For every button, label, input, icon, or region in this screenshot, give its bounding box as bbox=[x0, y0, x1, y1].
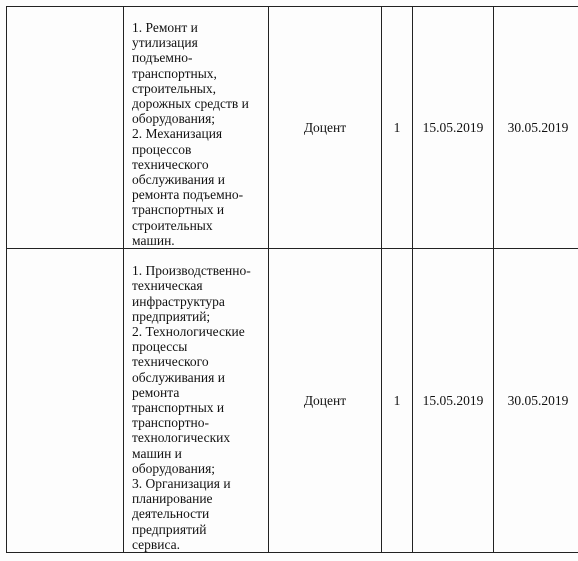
topic-line: оборудования; bbox=[132, 111, 216, 127]
topic-line: предприятий; bbox=[132, 308, 211, 324]
end-date-cell: 30.05.2019 bbox=[494, 7, 578, 249]
start-date-cell: 15.05.2019 bbox=[413, 7, 494, 249]
topic-line: подъемно- bbox=[132, 50, 193, 66]
topic-line: транспортных и bbox=[132, 202, 225, 218]
topic-line: технологических bbox=[132, 430, 231, 446]
topic-line: транспортно- bbox=[132, 415, 209, 431]
topic-line: предприятий bbox=[132, 521, 207, 537]
topic-line: 1. Ремонт и bbox=[132, 19, 198, 35]
topic-line: машин. bbox=[132, 232, 175, 248]
topic-line: обслуживания и bbox=[132, 171, 225, 187]
table-row bbox=[7, 249, 578, 553]
topics-cell bbox=[124, 249, 269, 553]
topic-line: 2. Технологические bbox=[132, 323, 245, 339]
topic-line: оборудования; bbox=[132, 460, 216, 476]
topic-line: сервиса. bbox=[132, 536, 181, 552]
topic-line: дорожных средств и bbox=[132, 95, 249, 111]
topic-line: ремонта bbox=[132, 384, 180, 400]
topic-line: деятельности bbox=[132, 506, 210, 522]
topic-line: инфраструктура bbox=[132, 293, 225, 309]
start-date-cell: 15.05.2019 bbox=[413, 249, 494, 553]
topic-line: 2. Механизация bbox=[132, 126, 223, 142]
topic-line: 1. Производственно- bbox=[132, 263, 251, 279]
topic-line: технического bbox=[132, 354, 209, 370]
count-cell: 1 bbox=[382, 7, 413, 249]
topic-line: строительных, bbox=[132, 80, 216, 96]
position-cell: Доцент bbox=[269, 249, 382, 553]
empty-cell bbox=[7, 7, 124, 249]
count-cell: 1 bbox=[382, 249, 413, 553]
table-row bbox=[7, 7, 578, 249]
topics-cell bbox=[124, 7, 269, 249]
topic-line: технического bbox=[132, 156, 209, 172]
topic-line: утилизация bbox=[132, 35, 198, 51]
vacancy-table bbox=[6, 6, 578, 553]
topic-line: процессы bbox=[132, 339, 188, 355]
empty-cell bbox=[7, 249, 124, 553]
topic-line: ремонта подъемно- bbox=[132, 187, 244, 203]
topic-line: строительных bbox=[132, 217, 213, 233]
topic-line: техническая bbox=[132, 278, 203, 294]
topic-line: транспортных и bbox=[132, 399, 225, 415]
topic-line: машин и bbox=[132, 445, 182, 461]
position-cell: Доцент bbox=[269, 7, 382, 249]
topic-line: транспортных, bbox=[132, 65, 217, 81]
topic-line: 3. Организация и bbox=[132, 475, 231, 491]
topic-line: обслуживания и bbox=[132, 369, 225, 385]
topic-line: процессов bbox=[132, 141, 192, 157]
topic-line: планирование bbox=[132, 491, 213, 507]
end-date-cell: 30.05.2019 bbox=[494, 249, 578, 553]
